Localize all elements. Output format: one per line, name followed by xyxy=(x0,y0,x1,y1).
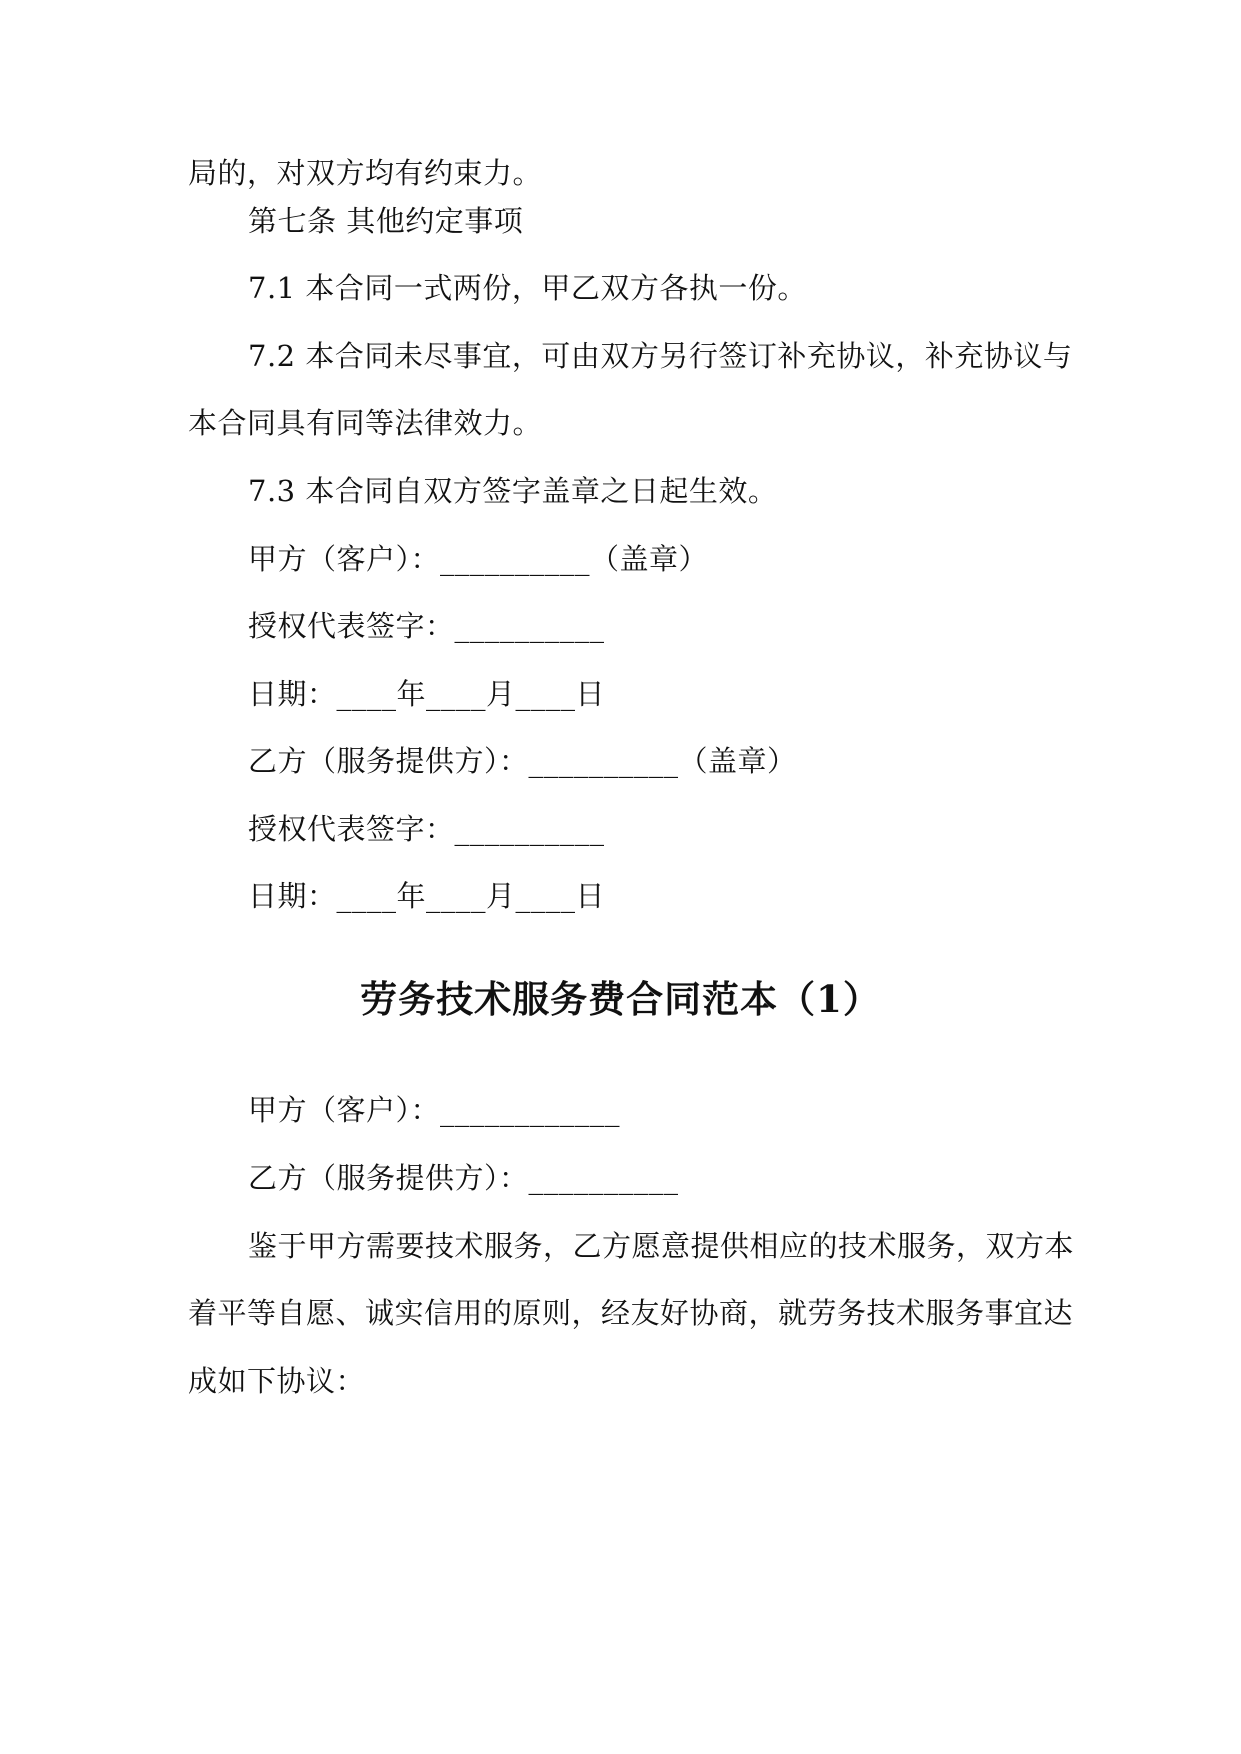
clause-7-2-line-1: 7.2 本合同未尽事宜，可由双方另行签订补充协议，补充协议与 xyxy=(248,339,1073,373)
contract-title: 劳务技术服务费合同范本（1） xyxy=(360,977,881,1021)
clause-7-2-line-2: 本合同具有同等法律效力。 xyxy=(188,406,543,440)
party-a-representative-line: 授权代表签字：__________ xyxy=(248,609,605,643)
party-a-signature-line: 甲方（客户）：__________（盖章） xyxy=(248,542,709,576)
preamble-line-3: 成如下协议： xyxy=(188,1364,366,1398)
paragraph-continuation: 局的，对双方均有约束力。 xyxy=(188,156,543,190)
party-b-date-line: 日期：____年____月____日 xyxy=(248,879,606,913)
party-a-date-line: 日期：____年____月____日 xyxy=(248,677,606,711)
clause-7-3: 7.3 本合同自双方签字盖章之日起生效。 xyxy=(248,474,778,508)
party-a-field: 甲方（客户）：____________ xyxy=(248,1093,621,1127)
party-b-field: 乙方（服务提供方）：__________ xyxy=(248,1161,679,1195)
clause-7-1: 7.1 本合同一式两份，甲乙双方各执一份。 xyxy=(248,271,807,305)
party-b-representative-line: 授权代表签字：__________ xyxy=(248,812,605,846)
article-heading: 第七条 其他约定事项 xyxy=(248,204,524,238)
party-b-signature-line: 乙方（服务提供方）：__________（盖章） xyxy=(248,744,797,778)
preamble-line-2: 着平等自愿、诚实信用的原则，经友好协商，就劳务技术服务事宜达 xyxy=(188,1296,1074,1330)
preamble-line-1: 鉴于甲方需要技术服务，乙方愿意提供相应的技术服务，双方本 xyxy=(248,1229,1075,1263)
